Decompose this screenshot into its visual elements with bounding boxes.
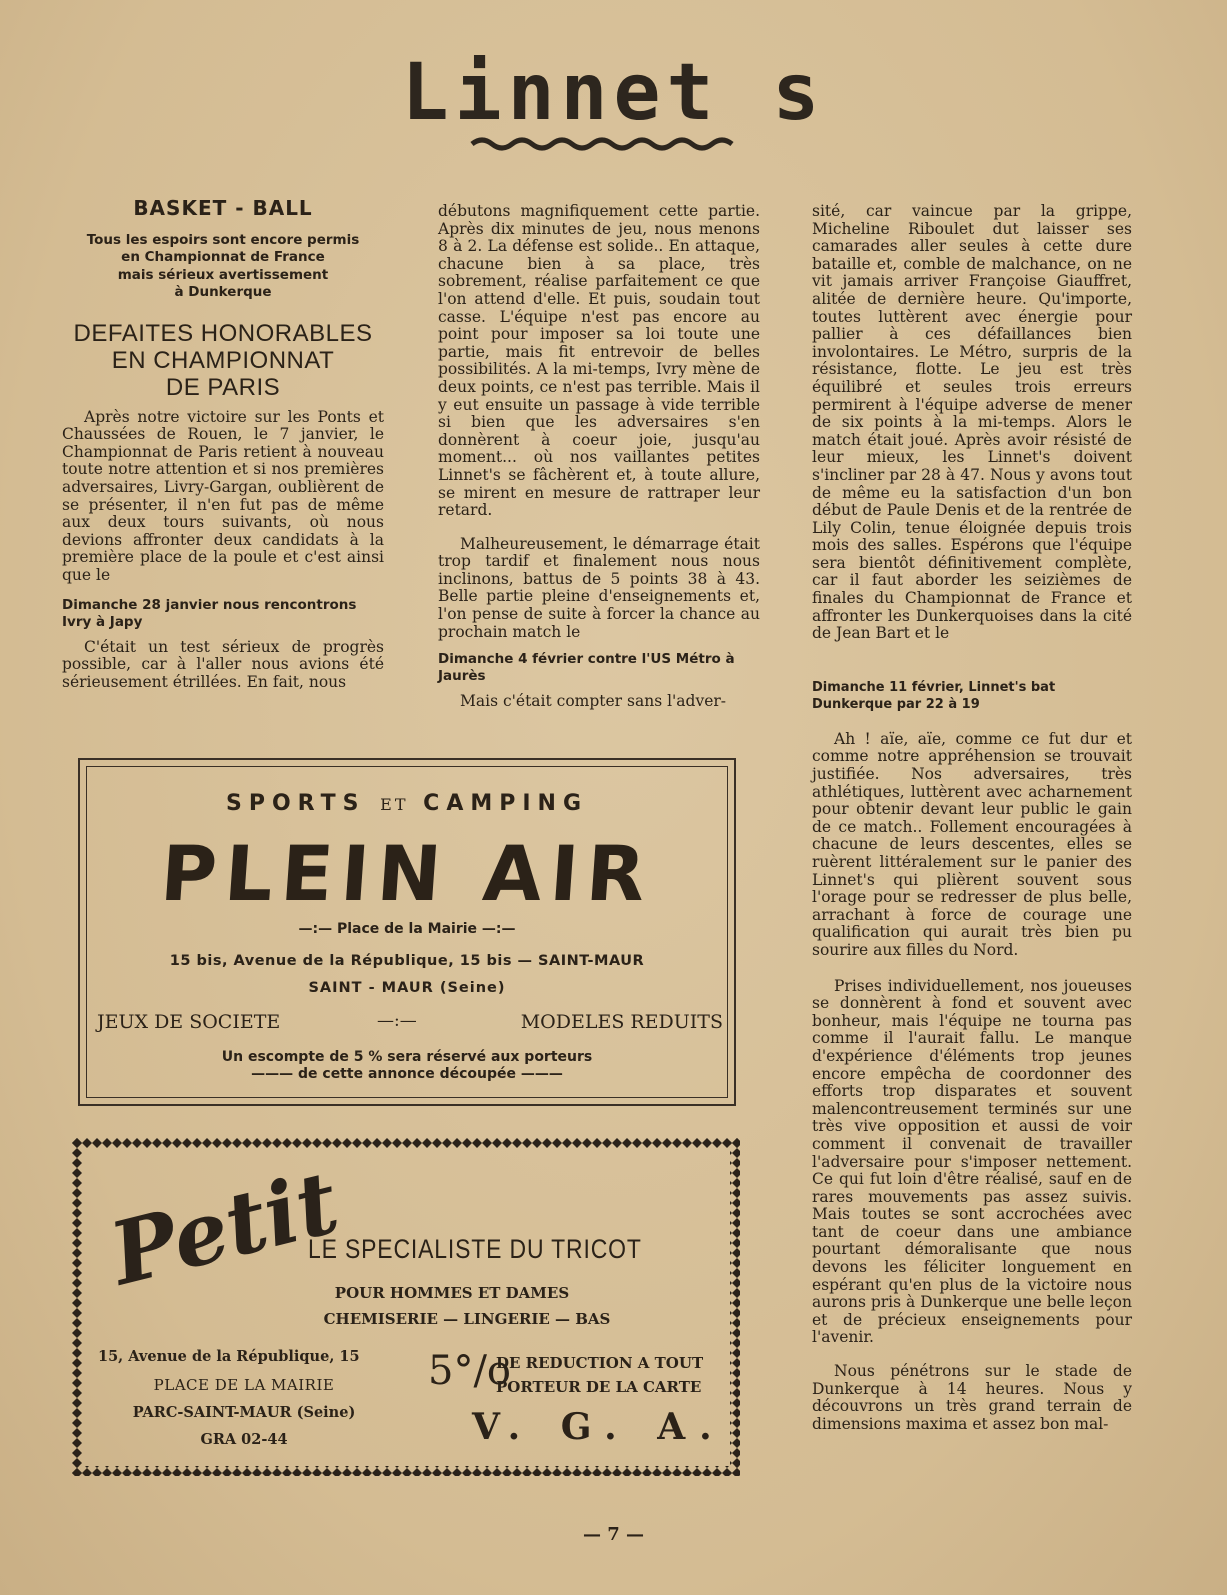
- headline-line: EN CHAMPIONNAT: [111, 346, 335, 374]
- ad-petit: [72, 1138, 740, 1476]
- ad-petit-card: V. G. A.: [472, 1406, 726, 1448]
- ad-plein-air-brand: PLEIN AIR: [157, 829, 657, 918]
- tagline-et: ET: [380, 795, 409, 814]
- headline-line: DEFAITES HONORABLES: [73, 319, 373, 347]
- wave-ornament: [470, 132, 736, 154]
- match-heading: Dimanche 28 janvier nous rencontrons Ivry à Japy: [62, 596, 357, 630]
- article-paragraph: Ah ! aïe, aïe, comme ce fut dur et comme notre appréhension se trouvait justifiée. Nos adversaires, très athlétiques, luttèrent avec acharnement pour obtenir devant leur public le gain de ce match.. Follement encouragées à chacune de leurs descentes, elles se ruèrent littéralement sur le panier des Linnet's qui plièrent souvent sous l'orage pour se redresser de plus belle, arrachant à force de courage une qualification qui aurait très bien pu sourire aux filles du Nord.: [812, 729, 1132, 959]
- match-heading: Dimanche 11 février, Linnet's bat Dunkerque par 22 à 19: [812, 679, 1056, 712]
- article-paragraph: débutons magnifiquement cette partie. Après dix minutes de jeu, nous menons 8 à 2. La défense est solide.. En attaque, chacune bien à sa place, très sobrement, réalise parfaitement ce que l'on attend d'elle. Et puis, soudain tout casse. L'équipe n'est pas encore au point pour imposer sa loi toute une partie, mais fit entrevoir de belles possibilités. A la mi-temps, Ivry mène de deux points, ce n'est pas terrible. Mais il y eut ensuite un passage à vide terrible si bien que les adversaires s'en donnèrent à coeur joie, jusqu'au moment... où nos vaillantes petites Linnet's se fâchèrent et, à toute allure, se mirent en mesure de rattraper leur retard.: [438, 202, 760, 520]
- ad-plein-air-games: JEUX DE SOCIETE: [97, 1011, 281, 1033]
- article-paragraph: Malheureusement, le démarrage était trop tardif et finalement nous nous inclinons, battus de 5 points 38 à 43. Belle partie pleine d'enseignements et, l'on pense de suite à forcer la chance au prochain match le: [438, 534, 760, 641]
- subhead-line: en Championnat de France: [121, 249, 325, 266]
- masthead-title: Linnet s: [401, 48, 826, 138]
- ad-plein-air-place: —:— Place de la Mairie —:—: [298, 921, 516, 937]
- tagline-sports: SPORTS: [225, 791, 366, 816]
- ad-plein-air-models: MODELES REDUITS: [520, 1011, 723, 1033]
- ad-petit-reduction: DE REDUCTION A TOUT: [496, 1354, 704, 1372]
- ad-petit-title: LE SPECIALISTE DU TRICOT: [308, 1234, 642, 1264]
- article-paragraph: Après notre victoire sur les Ponts et Chaussées de Rouen, le 7 janvier, le Championnat de Paris retient à nouveau toute notre attention et si nos premières adversaires, Livry-Gargan, oublièrent de se présenter, il n'en fut pas de même aux deux tours suivants, où nous devions affronter deux candidats à la première place de la poule et c'est ainsi que le: [62, 407, 384, 584]
- ad-petit-line: POUR HOMMES ET DAMES: [334, 1284, 570, 1302]
- ad-plein-air-offer: ——— de cette annonce découpée ———: [251, 1066, 563, 1082]
- ad-petit-address: PLACE DE LA MAIRIE: [153, 1376, 335, 1394]
- column-3: [812, 203, 1132, 1433]
- ad-petit-line: CHEMISERIE — LINGERIE — BAS: [323, 1310, 611, 1328]
- ad-petit-phone: GRA 02-44: [200, 1431, 288, 1448]
- ad-petit-address: 15, Avenue de la République, 15: [98, 1348, 360, 1365]
- column-2: [438, 203, 760, 711]
- tagline-camping: CAMPING: [423, 791, 589, 816]
- article-paragraph: C'était un test sérieux de progrès possible, car à l'aller nous avions été sérieusement étrillées. En fait, nous: [62, 637, 384, 691]
- subhead-line: Tous les espoirs sont encore permis: [86, 231, 360, 248]
- article-paragraph: Nous pénétrons sur le stade de Dunkerque à 14 heures. Nous y découvrons un très grand terrain de dimensions maxima et assez bon mal-: [812, 1362, 1132, 1433]
- section-title: BASKET - BALL: [133, 196, 313, 220]
- page-number: — 7 —: [582, 1524, 645, 1545]
- headline-line: DE PARIS: [165, 373, 281, 401]
- column-1: [62, 196, 384, 691]
- match-heading: Dimanche 4 février contre l'US Métro à Jaurès: [438, 651, 735, 685]
- ad-plein-air-tagline: [87, 791, 727, 816]
- ad-plein-air-separator: —:—: [377, 1011, 417, 1031]
- ad-petit-reduction: PORTEUR DE LA CARTE: [496, 1378, 702, 1396]
- ad-plein-air-city: SAINT - MAUR (Seine): [308, 980, 506, 996]
- ad-plein-air-address: 15 bis, Avenue de la République, 15 bis — SAINT-MAUR: [169, 953, 645, 969]
- subhead-line: mais sérieux avertissement: [117, 266, 329, 283]
- article-paragraph: Prises individuellement, nos joueuses se donnèrent à fond et souvent avec bonheur, mais l'équipe ne tourna pas comme il l'aurait fallu. Le manque d'expérience d'éléments trop jeunes encore empêcha de coordonner des efforts trop disparates et souvent malencontreusement terminés sur une très vive opposition et aussi de voir comment il convenait de travailler l'adversaire pour s'imposer nettement. Ce qui fut loin d'être réalisé, sauf en de rares mouvements pas assez suivis. Mais toutes se sont accrochées avec tant de coeur dans une ambiance pourtant démoralisante que nous devons les féliciter longuement en espérant qu'en plus de la victoire nous aurons pris à Dunkerque une belle leçon et de précieux enseignements pour l'avenir.: [812, 976, 1132, 1347]
- ad-petit-percent: 5°/o: [428, 1348, 512, 1394]
- petit-logo: Petit: [101, 1151, 349, 1306]
- article-paragraph: sité, car vaincue par la grippe, Micheline Riboulet dut laisser ses camarades aller seules à cette dure bataille et, comble de malchance, on ne vit jamais arriver Françoise Giauffret, alitée de dernière heure. Qu'importe, toutes luttèrent avec énergie pour pallier à ces défaillances bien involontaires. Le Métro, surpris de la résistance, flotte. Le jeu est très équilibré et seules trois erreurs permirent à l'équipe adverse de mener de six points à la mi-temps. Alors le match était joué. Après avoir résisté de leur mieux, les Linnet's doivent s'incliner par 28 à 47. Nous y avons tout de même eu la satisfaction d'un bon début de Paule Denis et de la rentrée de Lily Colin, tenue éloignée depuis trois mois des salles. Espérons que l'équipe sera bientôt définitivement complète, car il faut aborder les seizièmes de finales du Championnat de France et affronter les Dunkerquoises dans la cité de Jean Bart et le: [812, 202, 1132, 643]
- ad-petit-address: PARC-SAINT-MAUR (Seine): [132, 1404, 356, 1421]
- ad-plein-air-offer: Un escompte de 5 % sera réservé aux porteurs: [221, 1049, 593, 1065]
- article-paragraph: Mais c'était compter sans l'adver-: [460, 692, 727, 711]
- subhead-line: à Dunkerque: [174, 284, 272, 301]
- ad-plein-air: [78, 758, 736, 1106]
